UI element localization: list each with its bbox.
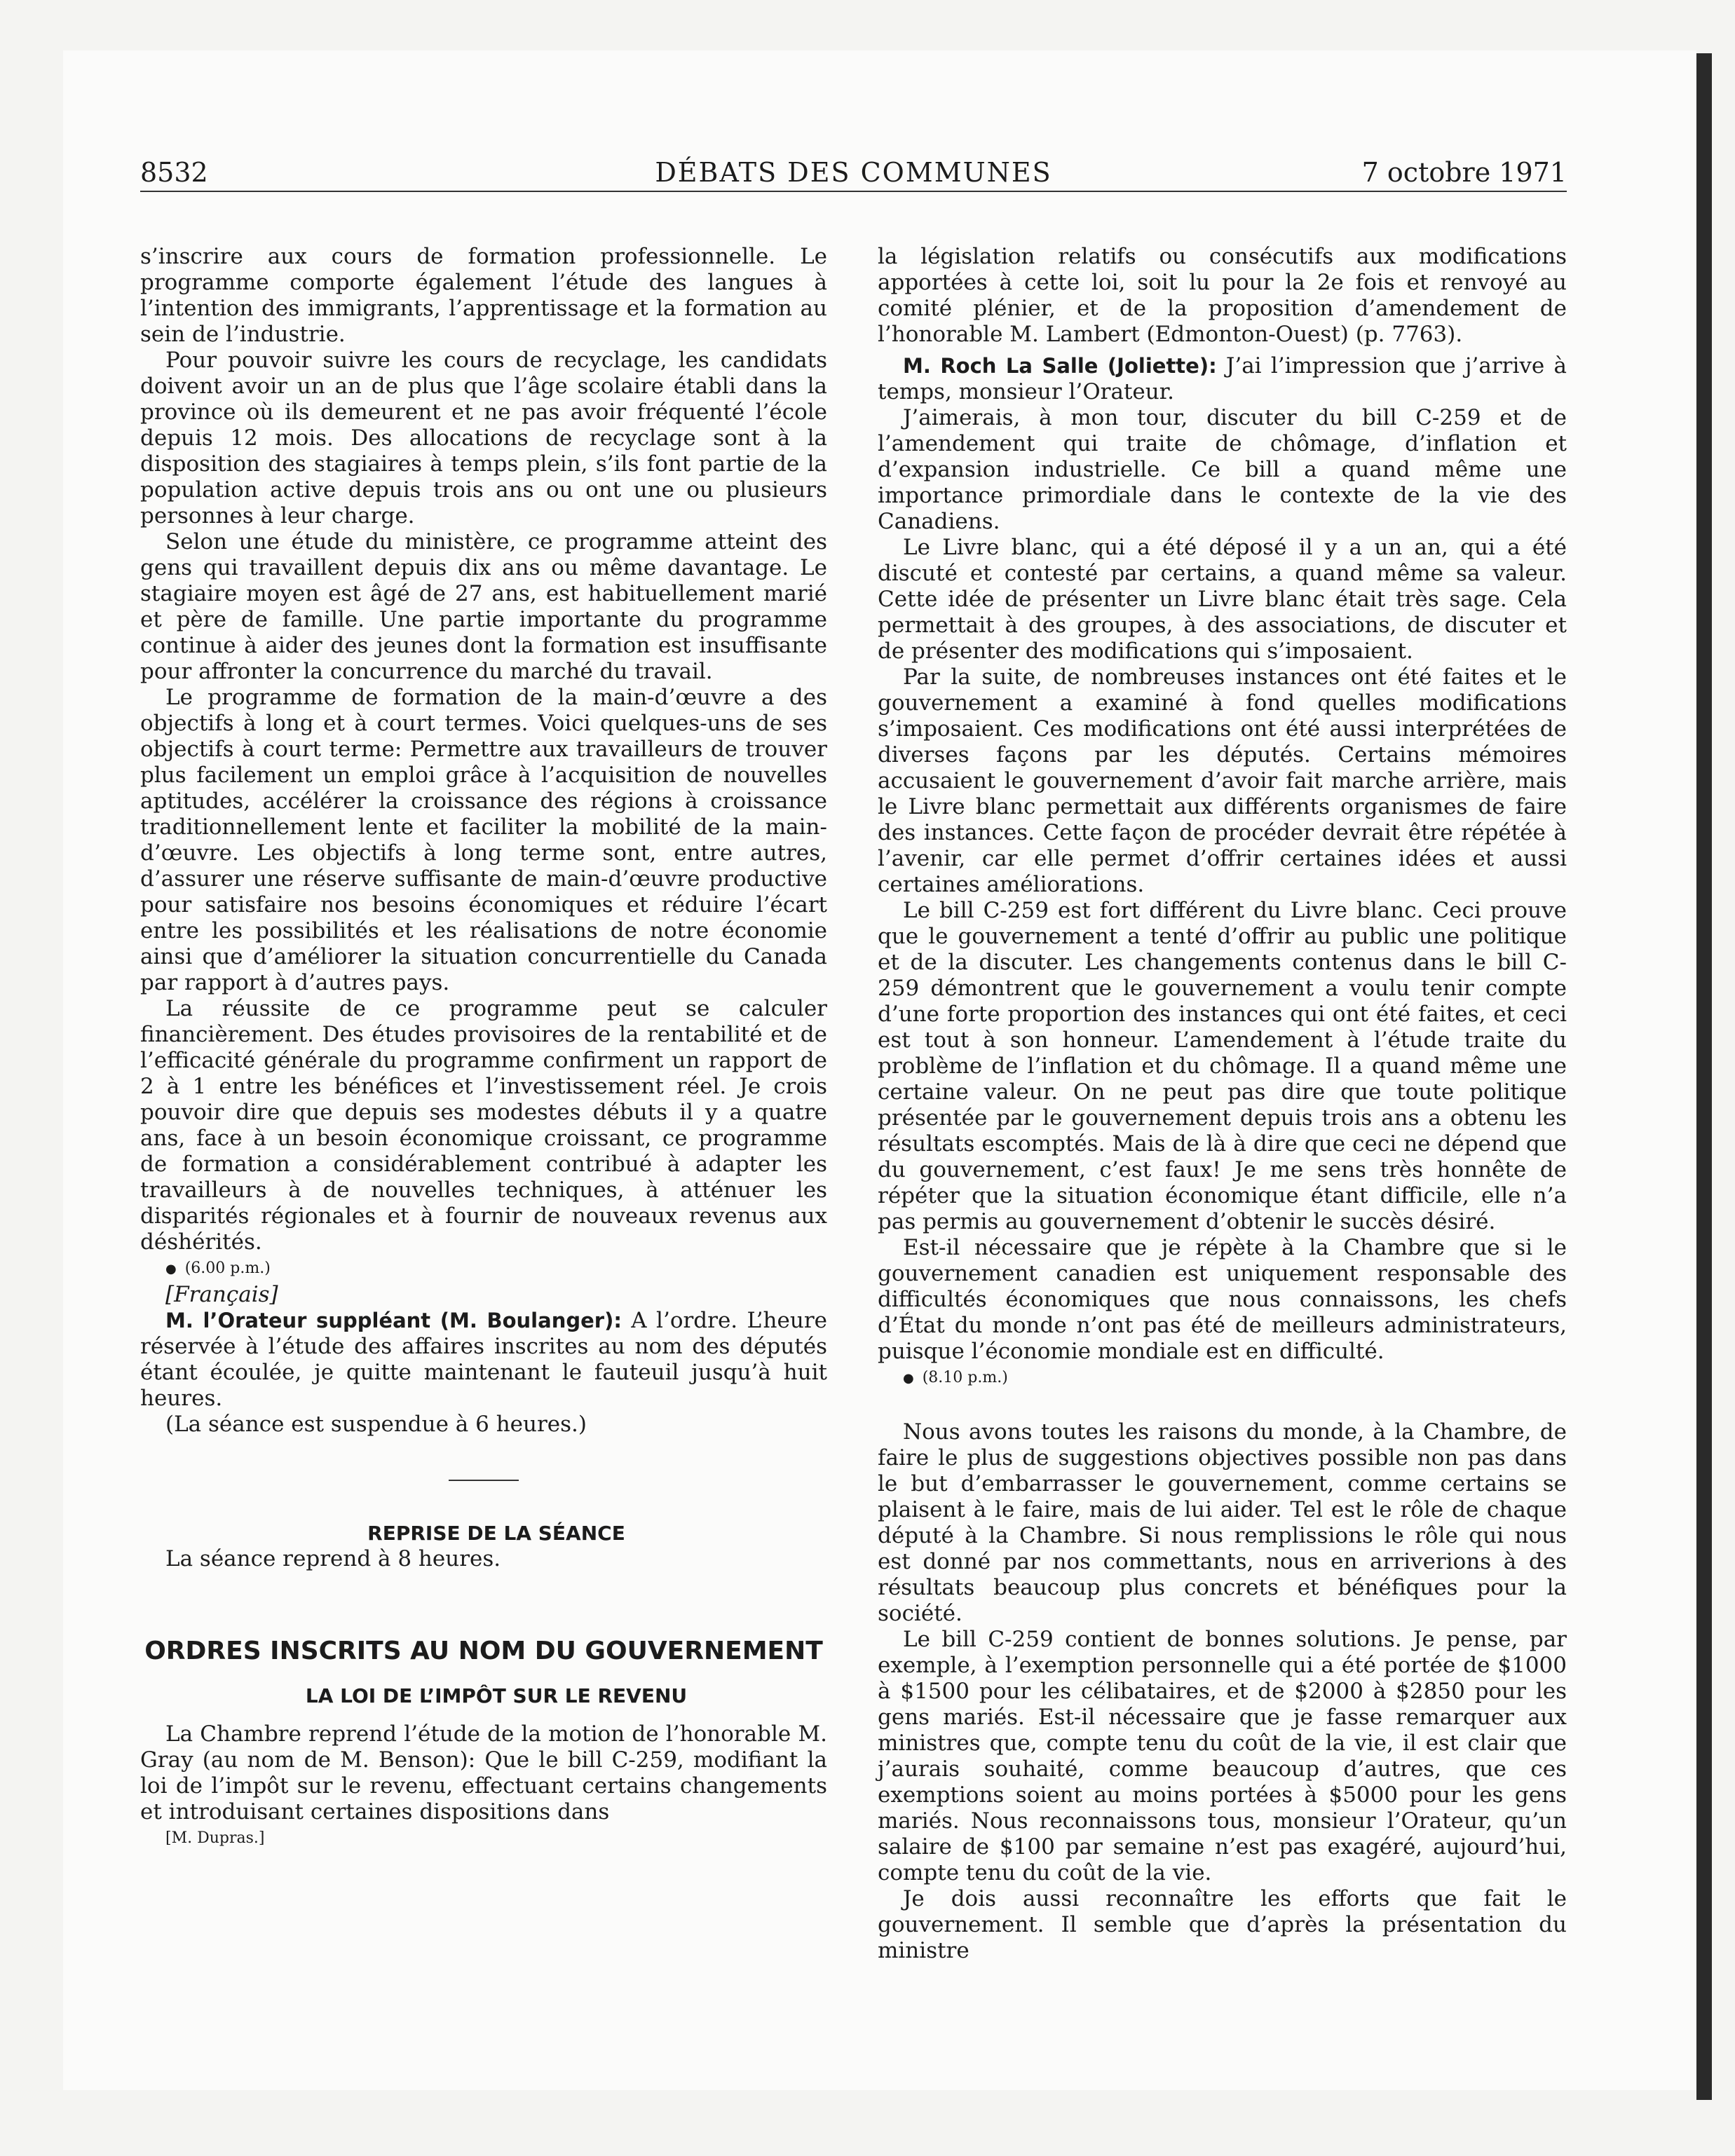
main-heading: ORDRES INSCRITS AU NOM DU GOUVERNEMENT	[144, 1637, 823, 1665]
paragraph: Par la suite, de nombreuses instances ont été faites et le gouvernement a examiné à fond quelles modifications s’imposaient. Ces modifications ont été aussi interprétées de diverses façons par les députés. Certains mémoires accusaient le gouvernement d’avoir fait marche arrière, mais le Livre blanc permettait aux différents organismes de faire des instances. Cette façon de procéder devrait être répétée à l’avenir, car elle permet d’offrir certaines idées et aussi certaines améliorations.	[878, 664, 1567, 897]
bullet-icon: ●	[165, 1262, 177, 1276]
paragraph: Le bill C-259 est fort différent du Livre blanc. Ceci prouve que le gouvernement a tenté d’offrir au public une politique et de la discuter. Les changements contenus dans le bill C-259 démontrent que le gouvernement a voulu tenir compte d’une forte proportion des instances qui ont été faites, et ceci est tout à son honneur. L’amendement à l’étude traite du problème de l’inflation et du chômage. Il a quand même une certaine valeur. On ne peut pas dire que toute politique présentée par le gouvernement depuis trois ans a obtenu les résultats escomptés. Mais de là à dire que ceci ne dépend que du gouvernement, c’est faux! Je me sens très honnête de répéter que la situation économique étant difficile, elle n’a pas permis au gouvernement d’obtenir le succès désiré.	[878, 898, 1567, 1234]
scan-edge-bar	[1696, 53, 1712, 2100]
speech-paragraph	[878, 353, 1567, 405]
bullet-icon: ●	[903, 1371, 914, 1386]
paragraph: Le bill C-259 contient de bonnes solutions. Je pense, par exemple, à l’exemption personnelle qui a été portée de $1000 à $1500 pour les célibataires, et de $2000 à $2850 pour les gens mariés. Est-il nécessaire que je fasse remarquer aux ministres que, compte tenu du coût de la vie, il est clair que j’aurais souhaité, comme beaucoup d’autres, que ces exemptions soient au moins portées à $5000 pour les gens mariés. Nous reconnaissons tous, monsieur l’Orateur, qu’un salaire de $100 par semaine n’est pas exagéré, aujourd’hui, compte tenu du coût de la vie.	[878, 1627, 1567, 1885]
page-header	[140, 156, 1567, 192]
timestamp-text: (8.10 p.m.)	[922, 1369, 1008, 1386]
paragraph: Le Livre blanc, qui a été déposé il y a un an, qui a été discuté et contesté par certains, a quand même sa valeur. Cette idée de présenter un Livre blanc était très sage. Cela permettait à des groupes, à des associations, de discuter et de présenter des modifications qui s’imposaient.	[878, 535, 1567, 664]
speaker-name: M. l’Orateur suppléant (M. Boulanger):	[165, 1309, 622, 1332]
section-divider	[449, 1480, 519, 1481]
speech-paragraph	[140, 1308, 827, 1412]
paragraph: (La séance est suspendue à 6 heures.)	[165, 1412, 587, 1437]
paragraph: La Chambre reprend l’étude de la motion de l’honorable M. Gray (au nom de M. Benson): Que le bill C-259, modifiant la loi de l’impôt sur le revenu, effectuant certains changements et introduisant certaines dispositions dans	[140, 1721, 827, 1824]
paragraph: Le programme de formation de la main-d’œuvre a des objectifs à long et à court termes. Voici quelques-uns de ses objectifs à court terme: Permettre aux travailleurs de trouver plus facilement un emploi grâce à l’acquisition de nouvelles aptitudes, accélérer la croissance des régions à croissance traditionnellement lente et faciliter la mobilité de la main-d’œuvre. Les objectifs à long terme sont, entre autres, d’assurer une réserve suffisante de main-d’œuvre productive pour satisfaire nos besoins économiques et réduire l’écart entre les possibilités et les réalisations de notre économie ainsi que d’améliorer la situation concurrentielle du Canada par rapport à d’autres pays.	[140, 685, 827, 995]
publication-title: DÉBATS DES COMMUNES	[655, 157, 1052, 188]
paragraph: Selon une étude du ministère, ce programme atteint des gens qui travaillent depuis dix ans ou même davantage. Le stagiaire moyen est âgé de 27 ans, est habituellement marié et père de famille. Une partie importante du programme continue à aider des jeunes dont la formation est insuffisante pour affronter la concurrence du marché du travail.	[140, 529, 827, 684]
section-heading: REPRISE DE LA SÉANCE	[367, 1522, 625, 1545]
speech-text: A l’ordre. L’heure réservée à l’étude des affaires inscrites au nom des députés étant écoulée, je quitte maintenant le fauteuil jusqu’à huit heures.	[140, 1308, 827, 1411]
paragraph: Est-il nécessaire que je répète à la Chambre que si le gouvernement canadien est uniquement responsable des difficultés économiques que nous connaissons, les chefs d’État du monde n’ont pas été de meilleurs administrateurs, puisque l’économie mondiale est en difficulté.	[878, 1235, 1567, 1364]
timestamp-text: (6.00 p.m.)	[184, 1260, 271, 1277]
timestamp	[140, 1255, 827, 1282]
speech-text: J’ai l’impression que j’arrive à temps, monsieur l’Orateur.	[878, 353, 1567, 404]
publication-date: 7 octobre 1971	[1361, 157, 1567, 188]
language-marker: [Français]	[165, 1282, 278, 1307]
paragraph: Nous avons toutes les raisons du monde, à la Chambre, de faire le plus de suggestions objectives possible non pas dans le but d’embarrasser le gouvernement, comme certains se plaisent à le faire, mais de lui aider. Tel est le rôle de chaque député à la Chambre. Si nous remplissions le rôle qui nous est donné par nos commettants, nous en arriverions à des résultats beaucoup plus concrets et bénéfiques pour la société.	[878, 1419, 1567, 1626]
paragraph: la législation relatifs ou consécutifs aux modifications apportées à cette loi, soit lu pour la 2e fois et renvoyé au comité plénier, et de la proposition d’amendement de l’honorable M. Lambert (Edmonton-Ouest) (p. 7763).	[878, 244, 1567, 347]
paragraph: La séance reprend à 8 heures.	[165, 1546, 501, 1571]
timestamp	[878, 1365, 1567, 1391]
left-column	[140, 244, 827, 1851]
right-column	[878, 244, 1567, 1964]
page-number: 8532	[140, 157, 208, 188]
paragraph: La réussite de ce programme peut se calculer financièrement. Des études provisoires de la rentabilité et de l’efficacité générale du programme confirment un rapport de 2 à 1 entre les bénéfices et l’investissement réel. Je crois pouvoir dire que depuis ses modestes débuts il y a quatre ans, face à un besoin économique croissant, ce programme de formation a considérablement contribué à adapter les travailleurs à de nouvelles techniques, à atténuer les disparités régionales et à fournir de nouveaux revenus aux déshérités.	[140, 996, 827, 1255]
paragraph: Je dois aussi reconnaître les efforts que fait le gouvernement. Il semble que d’après la présentation du ministre	[878, 1886, 1567, 1963]
sub-heading: LA LOI DE L’IMPÔT SUR LE REVENU	[305, 1684, 688, 1707]
running-speaker-name: [M. Dupras.]	[165, 1829, 265, 1847]
paragraph: J’aimerais, à mon tour, discuter du bill C-259 et de l’amendement qui traite de chômage, d’inflation et d’expansion industrielle. Ce bill a quand même une importance primordiale dans le contexte de la vie des Canadiens.	[878, 405, 1567, 534]
speaker-name: M. Roch La Salle (Joliette):	[903, 354, 1217, 378]
paragraph: Pour pouvoir suivre les cours de recyclage, les candidats doivent avoir un an de plus que l’âge scolaire établi dans la province où ils demeurent et ne pas avoir fréquenté l’école depuis 12 mois. Des allocations de recyclage sont à la disposition des stagiaires à temps plein, s’ils font partie de la population active depuis trois ans ou ont une ou plusieurs personnes à leur charge.	[140, 348, 827, 528]
paragraph: s’inscrire aux cours de formation professionnelle. Le programme comporte également l’étude des langues à l’intention des immigrants, l’apprentissage et la formation au sein de l’industrie.	[140, 244, 827, 347]
